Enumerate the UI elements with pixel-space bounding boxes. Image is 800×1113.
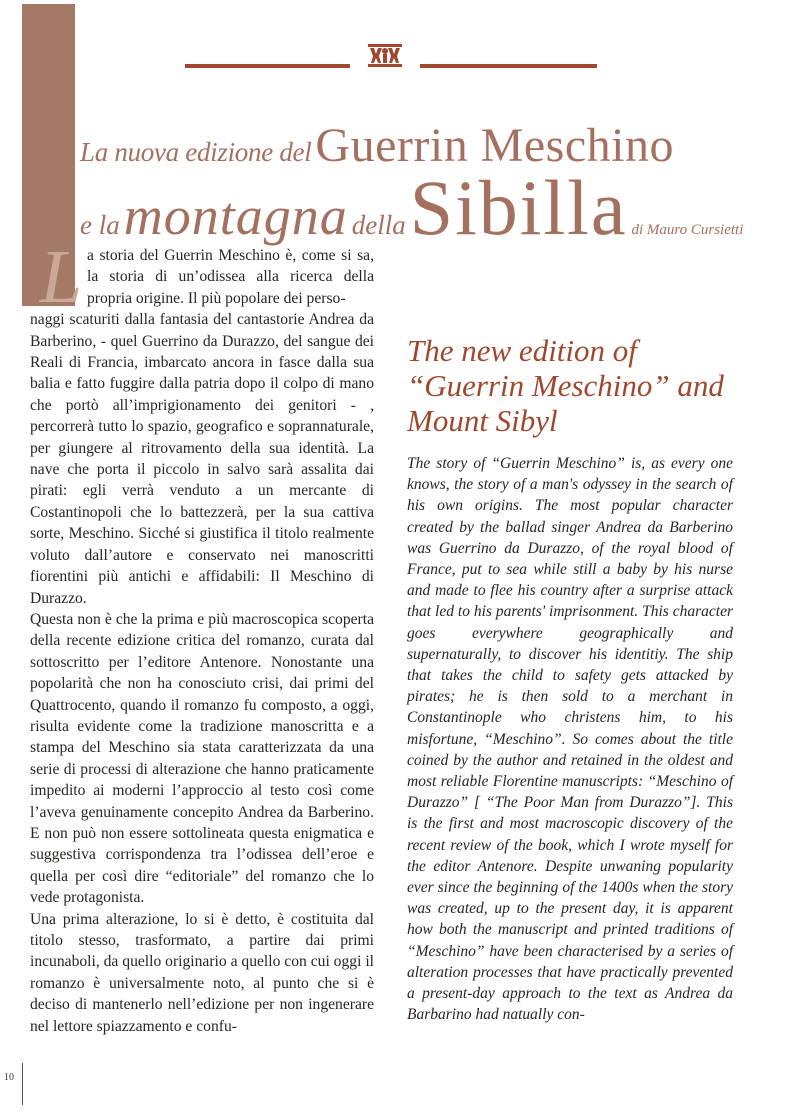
english-column <box>407 453 733 1025</box>
heraldic-figures-ornament-icon <box>350 38 420 72</box>
english-title: The new edition of “Guerrin Meschino” and Mount Sibyl <box>407 333 724 438</box>
main-title-line-2 <box>80 163 743 253</box>
page-number: 10 <box>4 1072 14 1083</box>
english-paragraph: The story of “Guerrin Meschino” is, as every one knows, the story of a man's odyssey in the search of his own origins. The most popular character created by the ballad singer Andrea da Barberino was Guerrino da Durazzo, of the royal blood of France, put to sea while still a baby by his nurse and made to flee his country after a surprise attack that led to his parents' imprisonment. This character goes everywhere geographically and supernaturally, to discover his identitiy. The ship that takes the child to safety gets attacked by pirates; he is then sold to a merchant in Constantinople who christens him, to his misfortune, “Meschino”. So comes about the title coined by the author and retained in the oldest and most reliable Florentine manuscripts: “Meschino of Durazzo” [ “The Poor Man from Durazzo”]. This is the first and most macroscopic discovery of the recent review of the book, which I wrote myself for the editor Antenore. Despite unwaning popularity ever since the beginning of the 1400s when the story was created, up to the present day, it is apparent how both the manuscript and printed traditions of “Meschino” have been characterised by a series of alteration processes that have practically prevented a present-day approach to the text as Andrea da Barbarino had natually con- <box>407 455 733 1024</box>
title-della: della <box>351 210 406 240</box>
italian-paragraph: Questa non è che la prima e più macroscopica scoperta della recente edizione critica del romanzo, curata dal sottoscritto per l’editore Antenore. Nonostante una popolarità che non ha conosciuto crisi, dai primi del Quattrocento, quando il romanzo fu composto, a oggi, risulta evidente come la tradizione manoscritta e a stampa del Meschino sia stata caratterizzata da una serie di processi di alterazione che hanno praticamente impedito ai moderni l’approccio al testo così come l’aveva genuinamente concepito Andrea da Barberino. E non può non essere sottolineata questa enigmatica e suggestiva corrispondenza tra l’odissea dell’eroe e quella per così dire “editoriale” del romanzo che lo vede protagonista. <box>30 610 374 907</box>
italian-paragraph: naggi scaturiti dalla fantasia del cantastorie Andrea da Barberino, - quel Guerrino da Durazzo, del sangue dei Reali di Francia, imbarcato ancora in fasce dalla sua balia e fatto fuggire dalla patria dopo il colpo di mano che portò all’imprigionamento dei genitori - , percorrerà tutto lo spazio, geografico e soprannaturale, per giungere al ritrovamento della sua identità. La nave che porta il piccolo in salvo sarà assalita dai pirati: egli verrà venduto a un mercante di Costantinopoli che lo battezzerà, per la sua cattiva sorte, Meschino. Sicché si giustifica il titolo realmente voluto dall’autore e conservato nei manoscritti fiorentini più antichi e affidabili: Il Meschino di Durazzo. <box>30 311 374 607</box>
title-sibilla: Sibilla <box>409 164 628 251</box>
page-edge-rule <box>22 1063 23 1105</box>
title-montagna: montagna <box>123 186 348 246</box>
drop-cap: L <box>40 235 83 319</box>
italian-paragraph: a storia del Guerrin Meschino è, come si sa, la storia di un’odissea alla ricerca della propria origine. Il più popolare dei perso- <box>87 247 374 307</box>
title-connector: e la <box>80 210 120 240</box>
article-author: di Mauro Cursietti <box>631 222 744 238</box>
italian-column <box>30 245 374 1037</box>
title-guerrin-meschino: Guerrin Meschino <box>315 119 674 172</box>
title-prefix: La nuova edizione del <box>80 137 312 167</box>
italian-paragraph: Una prima alterazione, lo si è detto, è costituita dal titolo stesso, trasformato, a partire dai primi incunaboli, da quello originario a quello con cui oggi il romanzo è universalmente noto, al punto che si è deciso di mantenerlo nell’edizione per non ingenerare nel lettore spiazzamento e confu- <box>30 910 374 1035</box>
